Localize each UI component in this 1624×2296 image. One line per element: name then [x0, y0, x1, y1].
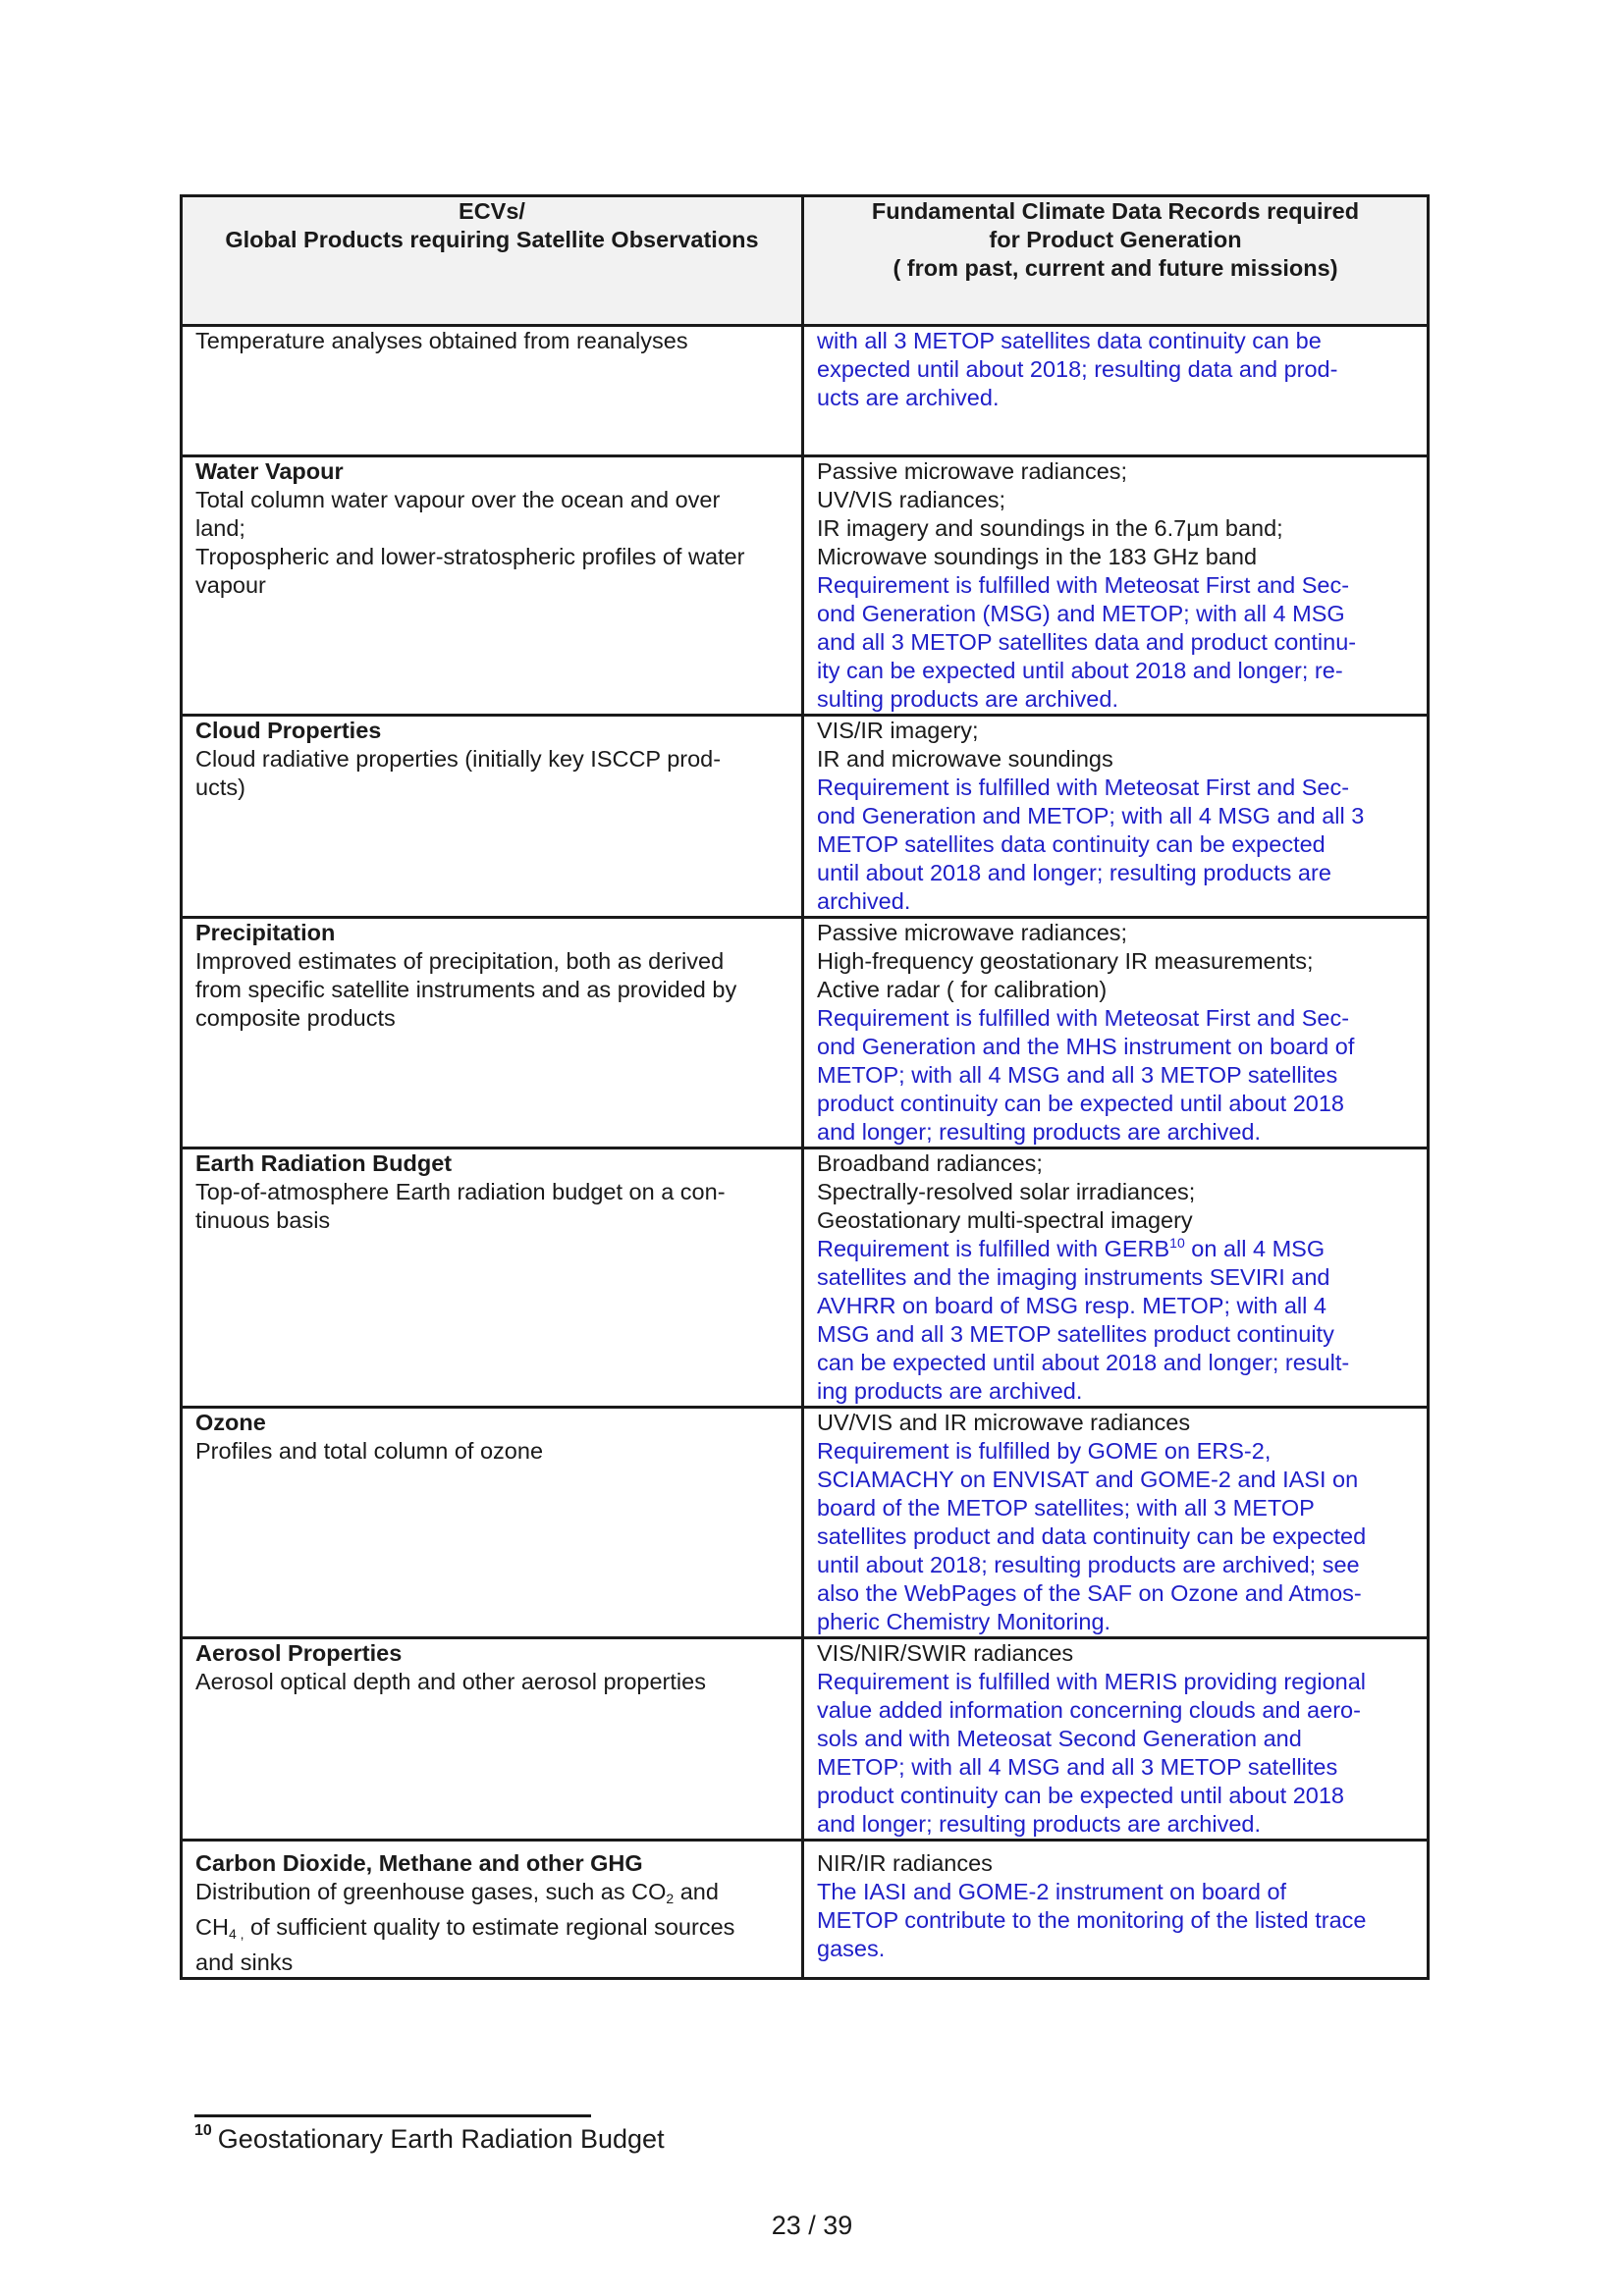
- fcdr-cell: [803, 1638, 1429, 1841]
- table-row: [182, 456, 1429, 716]
- ecv-title: Water Vapour: [195, 458, 344, 484]
- footnote-ref: 10: [1169, 1235, 1185, 1251]
- table-row: [182, 1638, 1429, 1841]
- ecv-cell: [182, 1841, 803, 1979]
- fcdr-blue-text: METOP satellites data continuity can be expected: [817, 831, 1326, 857]
- fcdr-text: Microwave soundings in the 183 GHz band: [817, 544, 1258, 569]
- co2-subscript: 2: [666, 1891, 675, 1906]
- fcdr-blue-text: ond Generation and the MHS instrument on board of: [817, 1034, 1355, 1059]
- fcdr-cell: [803, 326, 1429, 456]
- table-row: [182, 1408, 1429, 1638]
- ecv-text: ucts): [195, 774, 245, 800]
- fcdr-blue-text: product continuity can be expected until about 2018: [817, 1091, 1344, 1116]
- fcdr-blue-text: The IASI and GOME-2 instrument on board of: [817, 1879, 1287, 1904]
- fcdr-blue-text: archived.: [817, 888, 911, 914]
- fcdr-blue-text: gases.: [817, 1936, 886, 1961]
- fcdr-blue-text: can be expected until about 2018 and longer; result-: [817, 1350, 1350, 1375]
- ecv-title: Earth Radiation Budget: [195, 1150, 453, 1176]
- ecv-cell: [182, 326, 803, 456]
- fcdr-cell: [803, 918, 1429, 1148]
- table-row: [182, 918, 1429, 1148]
- ecv-text: Tropospheric and lower-stratospheric profiles of water: [195, 544, 745, 569]
- fcdr-blue-text: AVHRR on board of MSG resp. METOP; with all 4: [817, 1293, 1326, 1318]
- fcdr-text: Passive microwave radiances;: [817, 920, 1128, 945]
- fcdr-blue-text: METOP contribute to the monitoring of the listed trace: [817, 1907, 1367, 1933]
- fcdr-blue-text: ond Generation and METOP; with all 4 MSG and all 3: [817, 803, 1365, 828]
- fcdr-blue-text: ond Generation (MSG) and METOP; with all 4 MSG: [817, 601, 1345, 626]
- fcdr-blue-text: METOP; with all 4 MSG and all 3 METOP satellites: [817, 1062, 1338, 1088]
- fcdr-blue-text: MSG and all 3 METOP satellites product continuity: [817, 1321, 1334, 1347]
- table-row: [182, 716, 1429, 918]
- fcdr-text: Passive microwave radiances;: [817, 458, 1128, 484]
- fcdr-blue-text: ucts are archived.: [817, 385, 1000, 410]
- fcdr-text: UV/VIS and IR microwave radiances: [817, 1410, 1191, 1435]
- fcdr-blue-text: SCIAMACHY on ENVISAT and GOME-2 and IASI on: [817, 1467, 1359, 1492]
- ecv-text: Improved estimates of precipitation, both as derived: [195, 948, 725, 974]
- fcdr-blue-text: Requirement is fulfilled with Meteosat First and Sec-: [817, 774, 1350, 800]
- fcdr-text: High-frequency geostationary IR measurements;: [817, 948, 1314, 974]
- footnote-number: 10: [194, 2122, 212, 2139]
- fcdr-text: IR imagery and soundings in the 6.7µm band;: [817, 515, 1283, 541]
- fcdr-blue-text: until about 2018 and longer; resulting products are: [817, 860, 1331, 885]
- ecv-cell: [182, 1638, 803, 1841]
- header-fcdr: [803, 196, 1429, 326]
- ecv-table: [180, 194, 1430, 1980]
- fcdr-blue-text: board of the METOP satellites; with all 3 METOP: [817, 1495, 1315, 1521]
- ghg-text: Distribution of greenhouse gases, such as CO: [195, 1879, 667, 1904]
- fcdr-blue-text: and longer; resulting products are archived.: [817, 1119, 1261, 1145]
- table-header-row: [182, 196, 1429, 326]
- gerb-text-cont: on all 4 MSG: [1184, 1236, 1326, 1261]
- fcdr-text: VIS/NIR/SWIR radiances: [817, 1640, 1074, 1666]
- fcdr-blue-text: Requirement is fulfilled with Meteosat First and Sec-: [817, 572, 1350, 598]
- ecv-title: Ozone: [195, 1410, 266, 1435]
- fcdr-text: Active radar ( for calibration): [817, 977, 1108, 1002]
- ecv-text: and sinks: [195, 1949, 294, 1975]
- fcdr-text: UV/VIS radiances;: [817, 487, 1006, 512]
- ecv-cell: [182, 1408, 803, 1638]
- fcdr-blue-text: until about 2018; resulting products are archived; see: [817, 1552, 1360, 1577]
- fcdr-blue-text: Requirement is fulfilled with Meteosat First and Sec-: [817, 1005, 1350, 1031]
- ecv-cell: [182, 918, 803, 1148]
- ecv-text: Top-of-atmosphere Earth radiation budget on a con-: [195, 1179, 726, 1204]
- ecv-cell: [182, 716, 803, 918]
- fcdr-text: Spectrally-resolved solar irradiances;: [817, 1179, 1196, 1204]
- ecv-title: Precipitation: [195, 920, 336, 945]
- header-fcdr-line: Fundamental Climate Data Records required: [871, 198, 1360, 224]
- ghg-text: CH: [195, 1914, 229, 1940]
- ecv-cell: [182, 1148, 803, 1408]
- fcdr-blue-text: also the WebPages of the SAF on Ozone and Atmos-: [817, 1580, 1362, 1606]
- ecv-cell: [182, 456, 803, 716]
- fcdr-cell: [803, 456, 1429, 716]
- ecv-text: [195, 1913, 788, 1949]
- ecv-text: composite products: [195, 1005, 396, 1031]
- ecv-text: Aerosol optical depth and other aerosol properties: [195, 1669, 706, 1694]
- fcdr-blue-text: METOP; with all 4 MSG and all 3 METOP satellites: [817, 1754, 1338, 1780]
- footnote: [194, 2122, 665, 2156]
- fcdr-blue-text: Requirement is fulfilled with MERIS providing regional: [817, 1669, 1367, 1694]
- ecv-text: Total column water vapour over the ocean and over: [195, 487, 721, 512]
- table-row: [182, 1841, 1429, 1979]
- fcdr-text: NIR/IR radiances: [817, 1850, 993, 1876]
- header-ecv: [182, 196, 803, 326]
- ecv-text: vapour: [195, 572, 266, 598]
- fcdr-blue-text: pheric Chemistry Monitoring.: [817, 1609, 1111, 1634]
- header-ecv-line: ECVs/: [459, 198, 525, 224]
- fcdr-blue-text: Requirement is fulfilled by GOME on ERS-2,: [817, 1438, 1272, 1464]
- fcdr-blue-text: expected until about 2018; resulting data and prod-: [817, 356, 1338, 382]
- ecv-text: [195, 1878, 788, 1913]
- ecv-text: Cloud radiative properties (initially key ISCCP prod-: [195, 746, 722, 772]
- ecv-text: from specific satellite instruments and as provided by: [195, 977, 737, 1002]
- ch4-subscript: 4 ,: [228, 1926, 244, 1942]
- ecv-text: Profiles and total column of ozone: [195, 1438, 544, 1464]
- header-fcdr-line: ( from past, current and future missions): [893, 255, 1338, 281]
- fcdr-blue-text: satellites product and data continuity can be expected: [817, 1523, 1367, 1549]
- page-number: 23 / 39: [771, 2211, 853, 2240]
- ecv-text: land;: [195, 515, 245, 541]
- fcdr-blue-text: sols and with Meteosat Second Generation and: [817, 1726, 1302, 1751]
- fcdr-blue-text: [817, 1235, 1414, 1263]
- fcdr-cell: [803, 1408, 1429, 1638]
- footnote-divider: [194, 2114, 591, 2117]
- gerb-text: Requirement is fulfilled with GERB: [817, 1236, 1170, 1261]
- header-ecv-line: Global Products requiring Satellite Observations: [225, 227, 759, 252]
- fcdr-blue-text: value added information concerning clouds and aero-: [817, 1697, 1361, 1723]
- fcdr-blue-text: ity can be expected until about 2018 and longer; re-: [817, 658, 1343, 683]
- ecv-title: Carbon Dioxide, Methane and other GHG: [195, 1850, 643, 1876]
- fcdr-blue-text: sulting products are archived.: [817, 686, 1118, 712]
- fcdr-blue-text: and longer; resulting products are archived.: [817, 1811, 1261, 1837]
- fcdr-blue-text: satellites and the imaging instruments SEVIRI and: [817, 1264, 1330, 1290]
- fcdr-blue-text: product continuity can be expected until about 2018: [817, 1783, 1344, 1808]
- fcdr-blue-text: ing products are archived.: [817, 1378, 1083, 1404]
- ecv-text: Temperature analyses obtained from reanalyses: [195, 328, 688, 353]
- table-row: [182, 1148, 1429, 1408]
- ecv-title: Cloud Properties: [195, 718, 382, 743]
- fcdr-cell: [803, 1841, 1429, 1979]
- footnote-text: Geostationary Earth Radiation Budget: [217, 2124, 665, 2154]
- ghg-text: and: [674, 1879, 719, 1904]
- header-fcdr-line: for Product Generation: [989, 227, 1242, 252]
- fcdr-text: VIS/IR imagery;: [817, 718, 979, 743]
- ghg-text: of sufficient quality to estimate regional sources: [244, 1914, 735, 1940]
- fcdr-blue-text: with all 3 METOP satellites data continuity can be: [817, 328, 1322, 353]
- fcdr-text: Geostationary multi-spectral imagery: [817, 1207, 1193, 1233]
- fcdr-text: IR and microwave soundings: [817, 746, 1113, 772]
- fcdr-cell: [803, 716, 1429, 918]
- ecv-title: Aerosol Properties: [195, 1640, 403, 1666]
- fcdr-text: Broadband radiances;: [817, 1150, 1043, 1176]
- table-row: [182, 326, 1429, 456]
- ecv-text: tinuous basis: [195, 1207, 331, 1233]
- fcdr-blue-text: and all 3 METOP satellites data and product continu-: [817, 629, 1357, 655]
- fcdr-cell: [803, 1148, 1429, 1408]
